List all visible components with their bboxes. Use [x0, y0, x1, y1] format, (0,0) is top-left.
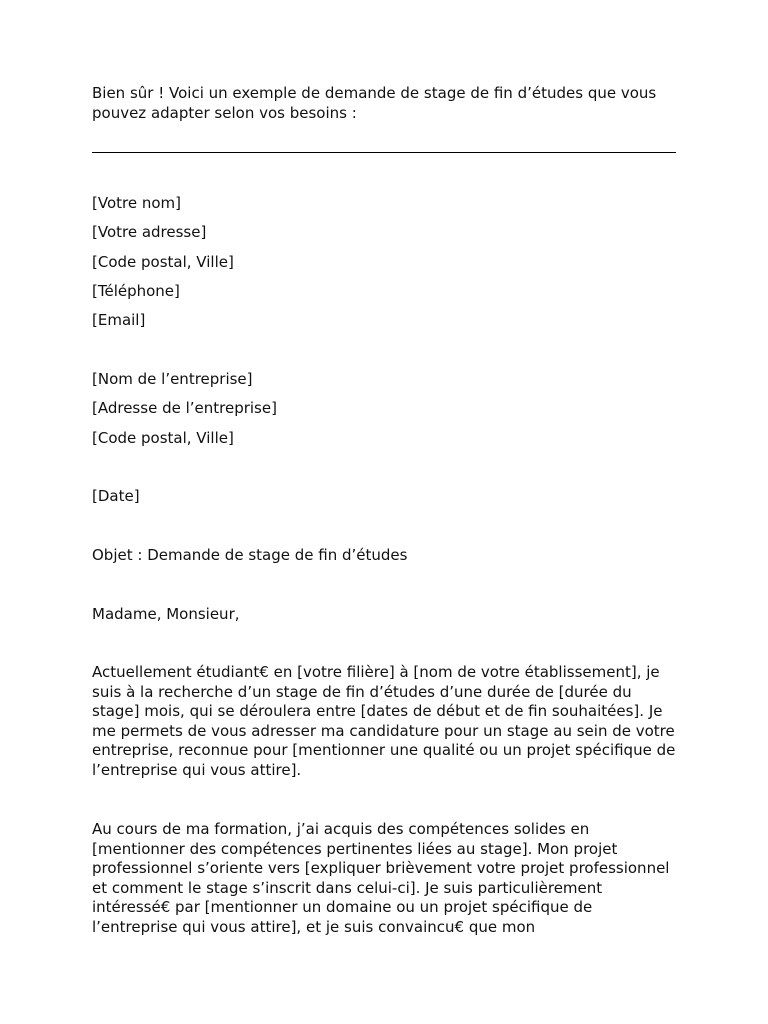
- letter-subject: Objet : Demande de stage de fin d’études: [92, 546, 408, 564]
- sender-email: [Email]: [92, 311, 146, 329]
- recipient-company: [Nom de l’entreprise]: [92, 370, 253, 388]
- intro-text: Bien sûr ! Voici un exemple de demande de stage de fin d’études que vous pouvez adapter selon vos besoins :: [92, 84, 657, 122]
- letter-salutation: Madame, Monsieur,: [92, 605, 240, 623]
- recipient-postal-city: [Code postal, Ville]: [92, 429, 234, 447]
- letter-date: [Date]: [92, 487, 140, 505]
- body-paragraph-1: Actuellement étudiant€ en [votre filière] à [nom de votre établissement], je suis à la recherche d’un stage de fin d’études d’une durée de [durée du stage] mois, qui se déroulera entre [dates de début et de fin souhaitées]. Je me permets de vous adresser ma candidature pour un stage au sein de votre entreprise, reconnue pour [mentionner une qualité ou un projet spécifique de l’entreprise qui vous attire].: [92, 663, 676, 779]
- sender-address: [Votre adresse]: [92, 223, 207, 241]
- sender-name: [Votre nom]: [92, 194, 181, 212]
- body-paragraph-2: Au cours de ma formation, j’ai acquis des compétences solides en [mentionner des compétences pertinentes liées au stage]. Mon projet professionnel s’oriente vers [expliquer brièvement votre projet professionnel et comment le stage s’inscrit dans celui-ci]. Je suis particulièrement intéressé€ par [mentionner un domaine ou un projet spécifique de l’entreprise qui vous attire], et je suis convaincu€ que mon: [92, 820, 670, 936]
- sender-phone: [Téléphone]: [92, 282, 180, 300]
- recipient-address: [Adresse de l’entreprise]: [92, 399, 277, 417]
- horizontal-rule: [92, 152, 676, 153]
- sender-postal-city: [Code postal, Ville]: [92, 253, 234, 271]
